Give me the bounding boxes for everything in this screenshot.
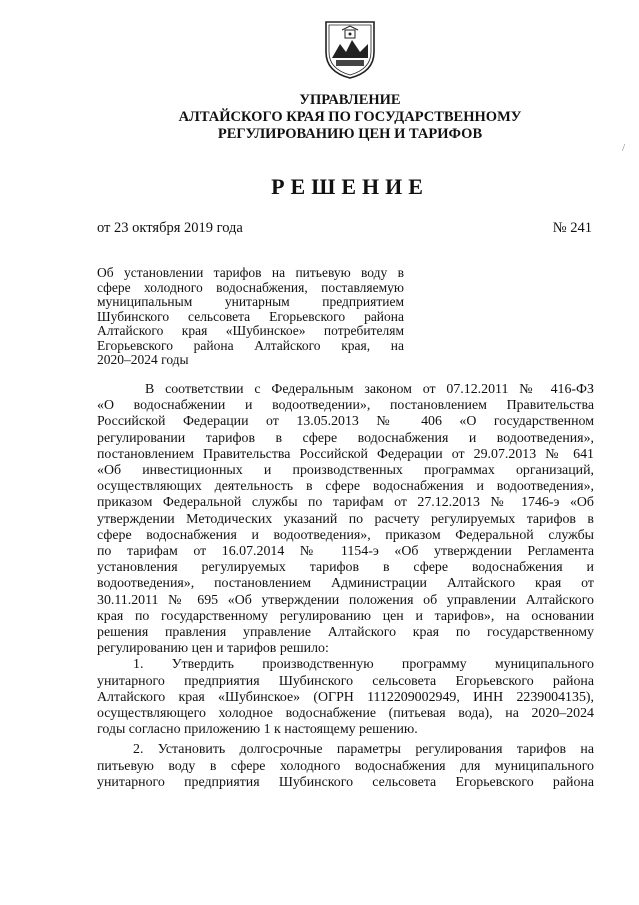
subject-line: Шубинского сельсовета Егорьевского района bbox=[97, 308, 404, 324]
authority-line-1: УПРАВЛЕНИЕ bbox=[299, 92, 401, 108]
body-line: решения правления управление Алтайского края по государственному bbox=[97, 625, 594, 641]
authority-line-2: АЛТАЙСКОГО КРАЯ ПО ГОСУДАРСТВЕННОМУ bbox=[178, 109, 522, 125]
subject-line: 2020–2024 годы bbox=[97, 352, 189, 367]
body-line: годы согласно приложению 1 к настоящему решению. bbox=[97, 722, 418, 738]
body-line: осуществляющих деятельность в сфере водоснабжения и водоотведения», bbox=[97, 479, 594, 495]
body-line: Российской Федерации от 13.05.2013 № 406 «О государственном bbox=[97, 414, 594, 430]
body-line: установления регулируемых тарифов в сфере водоснабжения и bbox=[97, 560, 594, 576]
altai-krai-emblem bbox=[322, 14, 378, 80]
body-line: «Об инвестиционных и производственных программах организаций, bbox=[97, 463, 594, 479]
body-line: 2. Установить долгосрочные параметры регулирования тарифов на bbox=[133, 742, 594, 758]
body-line: 30.11.2011 № 695 «Об утверждении положения об управлении Алтайского bbox=[97, 592, 594, 608]
subject-line: Об установлении тарифов на питьевую воду в bbox=[97, 265, 404, 280]
subject-line: муниципальным унитарным предприятием bbox=[97, 294, 404, 309]
body-line: постановлением Правительства Российской Федерации от 29.07.2013 № 641 bbox=[97, 446, 594, 462]
issuing-authority bbox=[120, 92, 580, 143]
body-line: «О водоснабжении и водоотведении», постановлением Правительства bbox=[97, 398, 594, 414]
body-line: 1. Утвердить производственную программу муниципального bbox=[133, 657, 594, 673]
subject-line: Алтайского края «Шубинское» потребителям bbox=[97, 323, 404, 338]
stray-mark: / bbox=[622, 142, 626, 154]
subject-line: Егорьевского района Алтайского края, на bbox=[97, 337, 404, 353]
body-line: регулировании тарифов в сфере водоснабжения и водоотведения», bbox=[97, 430, 594, 446]
body-line: питьевую воду в сфере холодного водоснабжения для муниципального bbox=[97, 758, 594, 774]
document-date: от 23 октября 2019 года bbox=[97, 220, 243, 236]
body-line: унитарного предприятия Шубинского сельсовета Егорьевского района bbox=[97, 673, 594, 689]
document-title: РЕШЕНИЕ bbox=[271, 174, 429, 199]
document-body bbox=[97, 382, 594, 791]
body-line: В соответствии с Федеральным законом от 07.12.2011 № 416-ФЗ bbox=[145, 382, 594, 397]
document-number: № 241 bbox=[552, 220, 592, 236]
body-line: приказом Федеральной службы по тарифам от 27.12.2013 № 1746-э «Об bbox=[97, 495, 594, 511]
body-line: водоотведения», постановлением Администрации Алтайского края от bbox=[97, 576, 594, 592]
body-line: утверждении Методических указаний по расчету регулируемых тарифов в bbox=[97, 511, 594, 527]
authority-line-3: РЕГУЛИРОВАНИЮ ЦЕН И ТАРИФОВ bbox=[217, 126, 483, 142]
subject-line: сфере холодного водоснабжения, поставляемую bbox=[97, 279, 404, 295]
subject-block bbox=[97, 266, 404, 368]
body-line: сфере водоснабжения и водоотведения», приказом Федеральной службы bbox=[97, 527, 594, 543]
body-line: по тарифам от 16.07.2014 № 1154-э «Об утверждении Регламента bbox=[97, 544, 594, 560]
body-line: Алтайского края «Шубинское» (ОГРН 1112209002949, ИНН 2239004135), bbox=[97, 689, 594, 705]
body-line: осуществляющего холодное водоснабжение (питьевая вода), на 2020–2024 bbox=[97, 706, 594, 722]
body-line: регулированию цен и тарифов решило: bbox=[97, 641, 329, 657]
body-line: унитарного предприятия Шубинского сельсовета Егорьевского района bbox=[97, 774, 594, 790]
body-line: края по государственному регулированию цен и тарифов», на основании bbox=[97, 608, 594, 624]
